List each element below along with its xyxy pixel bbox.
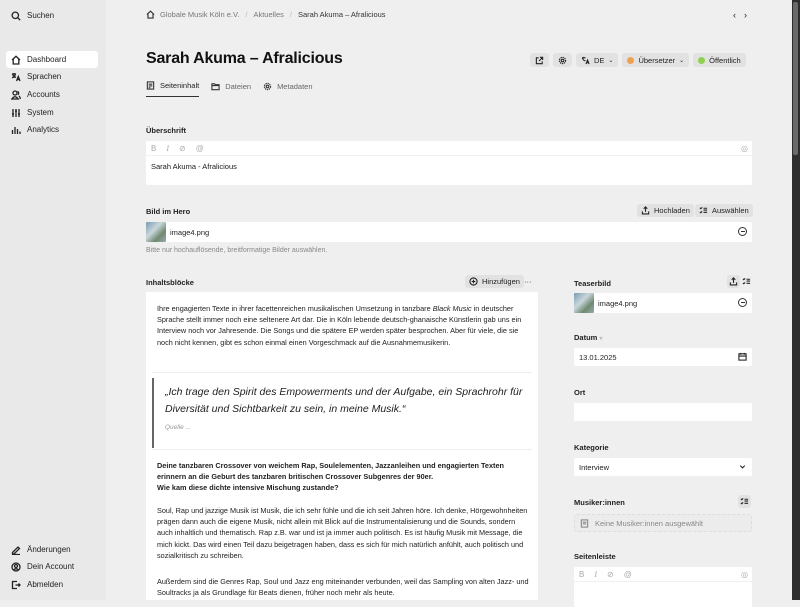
italic-button[interactable]: I	[166, 143, 170, 153]
tab-label: Seiteninhalt	[160, 81, 200, 90]
sidebar-field-label: Seitenleiste	[574, 552, 616, 561]
sidebar	[0, 0, 106, 600]
teaser-upload-button[interactable]	[727, 275, 740, 288]
date-label	[574, 333, 602, 342]
breadcrumb-item[interactable]: Globale Musik Köln e.V.	[160, 10, 240, 19]
editor-toolbar	[574, 567, 752, 582]
sidebar-item-label: Accounts	[27, 90, 60, 99]
status-label: Öffentlich	[709, 55, 741, 65]
date-input[interactable]	[574, 348, 752, 366]
sidebar-editor[interactable]	[574, 567, 752, 607]
folder-icon	[211, 82, 220, 91]
block-divider	[152, 372, 532, 373]
settings-button[interactable]	[553, 53, 572, 67]
tab-bar	[146, 81, 313, 97]
text-block-intro[interactable]	[157, 303, 527, 348]
sidebar-item-dashboard[interactable]	[6, 51, 98, 68]
hero-file-name: image4.png	[170, 227, 210, 237]
editor-toolbar	[146, 141, 752, 156]
teaser-image-field[interactable]	[574, 293, 752, 313]
musicians-label: Musiker:innen	[574, 498, 625, 507]
upload-icon	[729, 277, 738, 286]
breadcrumb-separator: /	[289, 10, 292, 19]
category-value: Interview	[579, 462, 610, 472]
user-circle-icon	[11, 562, 21, 572]
teaser-file-name: image4.png	[598, 298, 638, 308]
select-label: Auswählen	[712, 206, 749, 215]
chart-icon	[11, 125, 21, 135]
chevron-down-icon: ⌄	[608, 57, 614, 64]
preview-eye-icon[interactable]: ◎	[741, 570, 748, 579]
teaser-select-button[interactable]	[740, 275, 753, 288]
heading-value[interactable]: Sarah Akuma - Afralicious	[151, 162, 237, 171]
musicians-select-button[interactable]	[738, 495, 751, 508]
translate-icon	[11, 72, 21, 82]
date-value: 13.01.2025	[579, 352, 617, 362]
hero-hint: Bitte nur hochauflösende, breitformatige Bilder auswählen.	[146, 247, 328, 254]
home-icon	[146, 10, 155, 19]
content-blocks	[146, 292, 538, 600]
document-icon	[146, 81, 155, 90]
question-text: Deine tanzbaren Crossover von weichem Rap, Soulelementen, Jazzanleihen und engagierten Texten erinnern an die Geburt des tanzbaren britischen Crossover Subgenres der 90er.	[157, 461, 504, 482]
upload-button[interactable]	[637, 204, 694, 217]
select-button[interactable]	[695, 204, 753, 217]
open-external-button[interactable]	[530, 53, 549, 67]
heading-editor[interactable]	[146, 141, 752, 185]
sidebar-item-label: Analytics	[27, 125, 60, 134]
teaser-label: Teaserbild	[574, 279, 611, 288]
bold-button[interactable]: B	[151, 143, 157, 153]
add-block-button[interactable]	[465, 275, 524, 288]
sidebar-item-label: System	[27, 108, 54, 117]
sidebar-item-analytics[interactable]	[6, 121, 98, 138]
blocks-label: Inhaltsblöcke	[146, 278, 194, 287]
tab-label: Metadaten	[277, 81, 313, 91]
question-text-2: Wie kam diese dichte intensive Mischung zustande?	[157, 483, 339, 493]
sidebar-item-account[interactable]	[6, 558, 98, 575]
upload-label: Hochladen	[654, 206, 690, 215]
sliders-icon	[11, 108, 21, 118]
text-block-answer-2[interactable]: Außerdem sind die Genres Rap, Soul und Jazz eng miteinander verbunden, weil das Sampling von alten Jazz- und Soultracks ja als Grundlage für Beats dienen, früher noch mehr als heute.	[157, 577, 529, 598]
breadcrumb	[146, 10, 386, 19]
sidebar-item-label: Dashboard	[27, 55, 67, 64]
category-label: Kategorie	[574, 443, 609, 452]
tab-label: Dateien	[225, 81, 252, 91]
checklist-icon	[740, 497, 749, 506]
plus-circle-icon	[469, 277, 478, 286]
musicians-empty-state	[574, 514, 752, 532]
sidebar-item-aenderungen[interactable]	[6, 541, 98, 558]
quote-block[interactable]	[152, 378, 532, 448]
category-select[interactable]	[574, 458, 752, 476]
text-block-question[interactable]	[157, 460, 529, 494]
place-input[interactable]	[574, 403, 752, 421]
date-label-text: Datum	[574, 333, 598, 342]
sidebar-item-label: Änderungen	[27, 545, 71, 554]
breadcrumb-current: Sarah Akuma – Afralicious	[297, 10, 386, 19]
quote-source-input[interactable]: Quelle ...	[165, 424, 192, 431]
intro-italic: Black Music	[432, 304, 472, 313]
remove-icon[interactable]	[738, 298, 747, 307]
status-badge[interactable]	[693, 53, 746, 67]
tab-seiteninhalt[interactable]	[146, 81, 199, 97]
link-icon[interactable]: ⊘	[607, 569, 614, 579]
pencil-icon	[11, 545, 21, 555]
hero-image-field[interactable]	[146, 222, 752, 242]
sidebar-item-system[interactable]	[6, 104, 98, 121]
gear-icon	[263, 82, 272, 91]
breadcrumb-item[interactable]: Aktuelles	[253, 10, 284, 19]
page-title: Sarah Akuma – Afralicious	[146, 50, 343, 67]
language-select[interactable]	[576, 53, 618, 67]
search-button[interactable]	[6, 7, 98, 24]
sidebar-item-abmelden[interactable]	[6, 576, 98, 593]
text-block-answer-1[interactable]: Soul, Rap und jazzige Musik ist Musik, die ich sehr fühle und die ich seit Jahren höre. Ich denke, Hörgewohnheiten prägen dann auch die eigene Musik, nicht allein mit Blick auf die Instrumentalisierung und die Sounds, sondern auch inhaltlich und thematisch. Rap z.B. war und ist ja immer auch politisch. Es ist häufig Musik mit Message, die mich kickt. Das wird einen Teil dazu beigetragen haben, dass es sich für mich natürlich anfühlt, auch politisch und sozialkritisch zu schreiben.	[157, 506, 528, 560]
intro-text-end: in deutscher Sprache stellt immer noch eine seltenere Art dar. Die in Köln lebende deutsch-ghanaische Künstlerin gab uns ein Interview noch vor Jahresende. Die Songs und die spätere EP werden später besprochen. Aber für viele, die sie noch nicht kennen, gibt es schon einmal einen Vorgeschmack auf die Ausnahmemusikerin.	[157, 304, 522, 347]
place-label: Ort	[574, 388, 586, 397]
search-icon	[11, 11, 21, 21]
hero-label: Bild im Hero	[146, 207, 191, 216]
next-page-button[interactable]: ›	[744, 10, 747, 20]
globe-icon	[627, 57, 634, 64]
checklist-icon	[742, 277, 751, 286]
chevron-down-icon: ⌄	[679, 57, 685, 64]
add-block-label: Hinzufügen	[482, 277, 520, 286]
gear-icon	[558, 56, 567, 65]
scrollbar-thumb[interactable]	[793, 2, 798, 155]
musicians-empty-text: Keine Musiker:innen ausgewählt	[595, 518, 703, 528]
translator-select[interactable]	[622, 53, 689, 67]
page-navigation	[733, 10, 747, 20]
translate-icon	[581, 56, 590, 65]
more-icon: ···	[524, 277, 532, 286]
remove-icon[interactable]	[738, 227, 747, 236]
mention-icon[interactable]: @	[623, 569, 632, 579]
sidebar-item-label: Sprachen	[27, 72, 62, 81]
bold-button[interactable]: B	[579, 569, 585, 579]
sidebar-item-label: Abmelden	[27, 580, 64, 589]
image-thumbnail	[574, 293, 594, 313]
preview-eye-icon[interactable]: ◎	[741, 144, 748, 153]
heading-field-label: Überschrift	[146, 126, 187, 135]
intro-text: Ihre engagierten Texte in ihrer facettenreichen musikalischen Umsetzung in tanzbare	[157, 304, 433, 313]
sidebar-item-label: Dein Account	[27, 562, 75, 571]
mention-icon[interactable]: @	[195, 143, 204, 153]
search-label: Suchen	[27, 11, 55, 20]
upload-icon	[641, 206, 650, 215]
italic-button[interactable]: I	[594, 569, 598, 579]
translator-label: Übersetzer	[638, 55, 676, 65]
sidebar-item-accounts[interactable]	[6, 86, 98, 103]
more-options-button[interactable]	[524, 275, 532, 288]
document-icon	[580, 519, 589, 528]
external-link-icon	[535, 56, 544, 65]
calendar-icon[interactable]	[738, 352, 747, 363]
tab-metadaten[interactable]	[263, 81, 312, 97]
image-thumbnail	[146, 222, 166, 242]
sort-caret-icon: ▾	[599, 336, 603, 342]
block-divider	[152, 449, 532, 450]
header-actions	[530, 53, 746, 67]
checklist-icon	[699, 206, 708, 215]
previous-page-button[interactable]: ‹	[733, 10, 736, 20]
home-icon	[11, 55, 21, 65]
sidebar-item-sprachen[interactable]	[6, 68, 98, 85]
chevron-down-icon	[738, 462, 747, 473]
quote-text[interactable]: „Ich trage den Spirit des Empowerments und der Aufgabe, ein Sprachrohr für Diversität und Sichtbarkeit zu sein, in meine Musik.“	[165, 386, 523, 415]
tab-dateien[interactable]	[211, 81, 251, 97]
breadcrumb-separator: /	[245, 10, 248, 19]
link-icon[interactable]: ⊘	[179, 143, 186, 153]
logout-icon	[11, 580, 21, 590]
users-icon	[11, 90, 21, 100]
language-value: DE	[594, 55, 605, 65]
status-dot-icon	[698, 57, 705, 64]
